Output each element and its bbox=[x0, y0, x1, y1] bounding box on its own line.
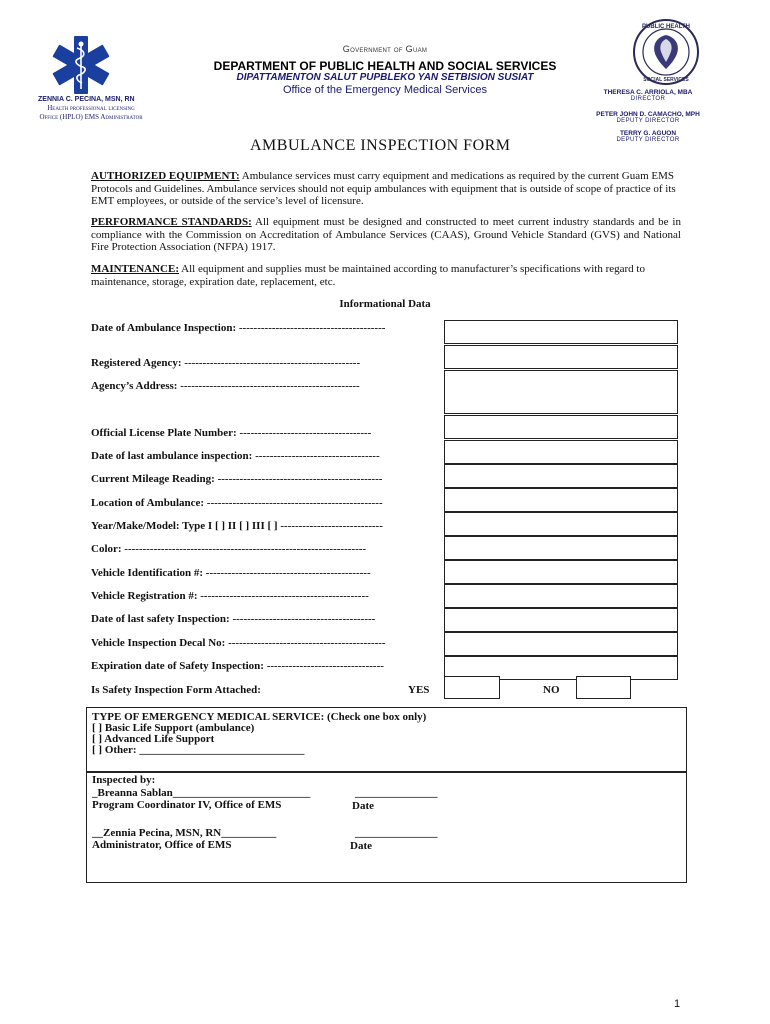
other-option[interactable]: [ ] Other: ______________________________ bbox=[92, 744, 305, 756]
registered-agency-field[interactable] bbox=[444, 345, 678, 369]
date-line-1[interactable]: _______________ bbox=[355, 787, 438, 799]
government-heading: Government of Guam bbox=[342, 44, 428, 54]
year-make-model-field[interactable] bbox=[444, 512, 678, 536]
department-name: DEPARTMENT OF PUBLIC HEALTH AND SOCIAL SERVICES bbox=[213, 59, 557, 73]
license-plate-label: Official License Plate Number: ------------------------------------ bbox=[91, 427, 372, 439]
inspector-name-1: _Breanna Sablan_________________________ bbox=[92, 787, 311, 799]
yes-label: YES bbox=[408, 684, 430, 696]
registration-label: Vehicle Registration #: ---------------------------------------------- bbox=[91, 590, 369, 602]
bls-option[interactable]: [ ] Basic Life Support (ambulance) bbox=[92, 722, 255, 734]
vin-field[interactable] bbox=[444, 560, 678, 584]
registered-agency-label: Registered Agency: ------------------------------------------------ bbox=[91, 357, 361, 369]
department-local-name: DIPATTAMENTON SALUT PUPBLEKO YAN SETBISION SUSIAT bbox=[236, 72, 534, 83]
equipment-heading: AUTHORIZED EQUIPMENT: bbox=[91, 170, 240, 182]
color-label: Color: ------------------------------------------------------------------ bbox=[91, 543, 367, 555]
last-inspection-label: Date of last ambulance inspection: ---------------------------------- bbox=[91, 450, 380, 462]
equipment-text: Ambulance services must carry equipment and medications as required by the current Guam EMS Protocols and Guidelines. Ambulance services should not equip ambulances with equipment that is outside of scope of practice of its EMT employees, or outside of the service’s level of licensure. bbox=[91, 170, 676, 207]
left-title-line-1: Health professional licensing bbox=[47, 104, 135, 112]
yes-checkbox[interactable] bbox=[444, 676, 500, 699]
mileage-field[interactable] bbox=[444, 464, 678, 488]
inspector-title-2: Administrator, Office of EMS bbox=[92, 839, 232, 851]
license-plate-field[interactable] bbox=[444, 415, 678, 439]
safety-expiration-label: Expiration date of Safety Inspection: -------------------------------- bbox=[91, 660, 384, 672]
left-official-name: ZENNIA C. PECINA, MSN, RN bbox=[38, 96, 135, 103]
performance-heading: PERFORMANCE STANDARDS: bbox=[91, 216, 252, 228]
als-option[interactable]: [ ] Advanced Life Support bbox=[92, 733, 215, 745]
right-official-title-1: DIRECTOR bbox=[630, 96, 666, 102]
location-field[interactable] bbox=[444, 488, 678, 512]
informational-heading: Informational Data bbox=[339, 298, 431, 310]
form-title: AMBULANCE INSPECTION FORM bbox=[250, 137, 511, 154]
year-make-model-label: Year/Make/Model: Type I [ ] II [ ] III [ ] ---------------------------- bbox=[91, 520, 383, 532]
equipment-paragraph bbox=[91, 170, 681, 208]
registration-field[interactable] bbox=[444, 584, 678, 608]
maintenance-text: All equipment and supplies must be maintained according to manufacturer’s specifications with regard to maintenance, storage, expiration date, replacement, etc. bbox=[91, 263, 645, 288]
service-type-heading: TYPE OF EMERGENCY MEDICAL SERVICE: (Check one box only) bbox=[92, 711, 427, 723]
decal-label: Vehicle Inspection Decal No: ------------------------------------------- bbox=[91, 637, 386, 649]
vin-label: Vehicle Identification #: --------------------------------------------- bbox=[91, 567, 371, 579]
location-label: Location of Ambulance: ------------------------------------------------ bbox=[91, 497, 383, 509]
right-official-title-2: DEPUTY DIRECTOR bbox=[616, 118, 680, 124]
no-label: NO bbox=[543, 684, 560, 696]
seal-text-top: PUBLIC HEALTH bbox=[642, 24, 690, 30]
date-label-1: Date bbox=[352, 800, 374, 812]
office-name: Office of the Emergency Medical Services bbox=[283, 84, 487, 96]
right-official-name-2: PETER JOHN D. CAMACHO, MPH bbox=[596, 111, 700, 118]
date-label-2: Date bbox=[350, 840, 372, 852]
left-title-line-2: Office (HPLO) EMS Administrator bbox=[39, 113, 143, 121]
decal-field[interactable] bbox=[444, 632, 678, 656]
left-official-title bbox=[22, 104, 160, 122]
inspector-name-2: __Zennia Pecina, MSN, RN__________ bbox=[92, 827, 277, 839]
maintenance-heading: MAINTENANCE: bbox=[91, 263, 179, 275]
inspector-title-1: Program Coordinator IV, Office of EMS bbox=[92, 799, 282, 811]
no-checkbox[interactable] bbox=[576, 676, 631, 699]
right-official-name-1: THERESA C. ARRIOLA, MBA bbox=[603, 89, 693, 96]
mileage-label: Current Mileage Reading: --------------------------------------------- bbox=[91, 473, 383, 485]
safety-attached-label: Is Safety Inspection Form Attached: bbox=[91, 684, 261, 696]
performance-paragraph bbox=[91, 216, 681, 254]
agency-address-field[interactable] bbox=[444, 370, 678, 414]
date-line-2[interactable]: _______________ bbox=[355, 827, 438, 839]
seal-text-bottom: SOCIAL SERVICES bbox=[643, 77, 689, 83]
inspected-by-section bbox=[86, 771, 687, 883]
last-inspection-field[interactable] bbox=[444, 440, 678, 464]
inspection-date-field[interactable] bbox=[444, 320, 678, 344]
service-type-section bbox=[86, 707, 687, 773]
right-official-title-3: DEPUTY DIRECTOR bbox=[616, 137, 680, 143]
last-safety-field[interactable] bbox=[444, 608, 678, 632]
agency-address-label: Agency’s Address: ------------------------------------------------- bbox=[91, 380, 360, 392]
color-field[interactable] bbox=[444, 536, 678, 560]
inspection-date-label: Date of Ambulance Inspection: ---------------------------------------- bbox=[91, 322, 386, 334]
last-safety-label: Date of last safety Inspection: --------------------------------------- bbox=[91, 613, 376, 625]
inspected-by-heading: Inspected by: bbox=[92, 774, 156, 786]
maintenance-paragraph bbox=[91, 263, 681, 288]
performance-text: All equipment must be designed and constructed to meet current industry standards and be in compliance with the Commission on Accreditation of Ambulance Services (CAAS), Ground Vehicle Standard (GVS) and National Fire Protection Association (NFPA) 1917. bbox=[91, 216, 681, 253]
right-official-name-3: TERRY G. AGUON bbox=[619, 130, 677, 137]
page-number: 1 bbox=[674, 998, 681, 1010]
